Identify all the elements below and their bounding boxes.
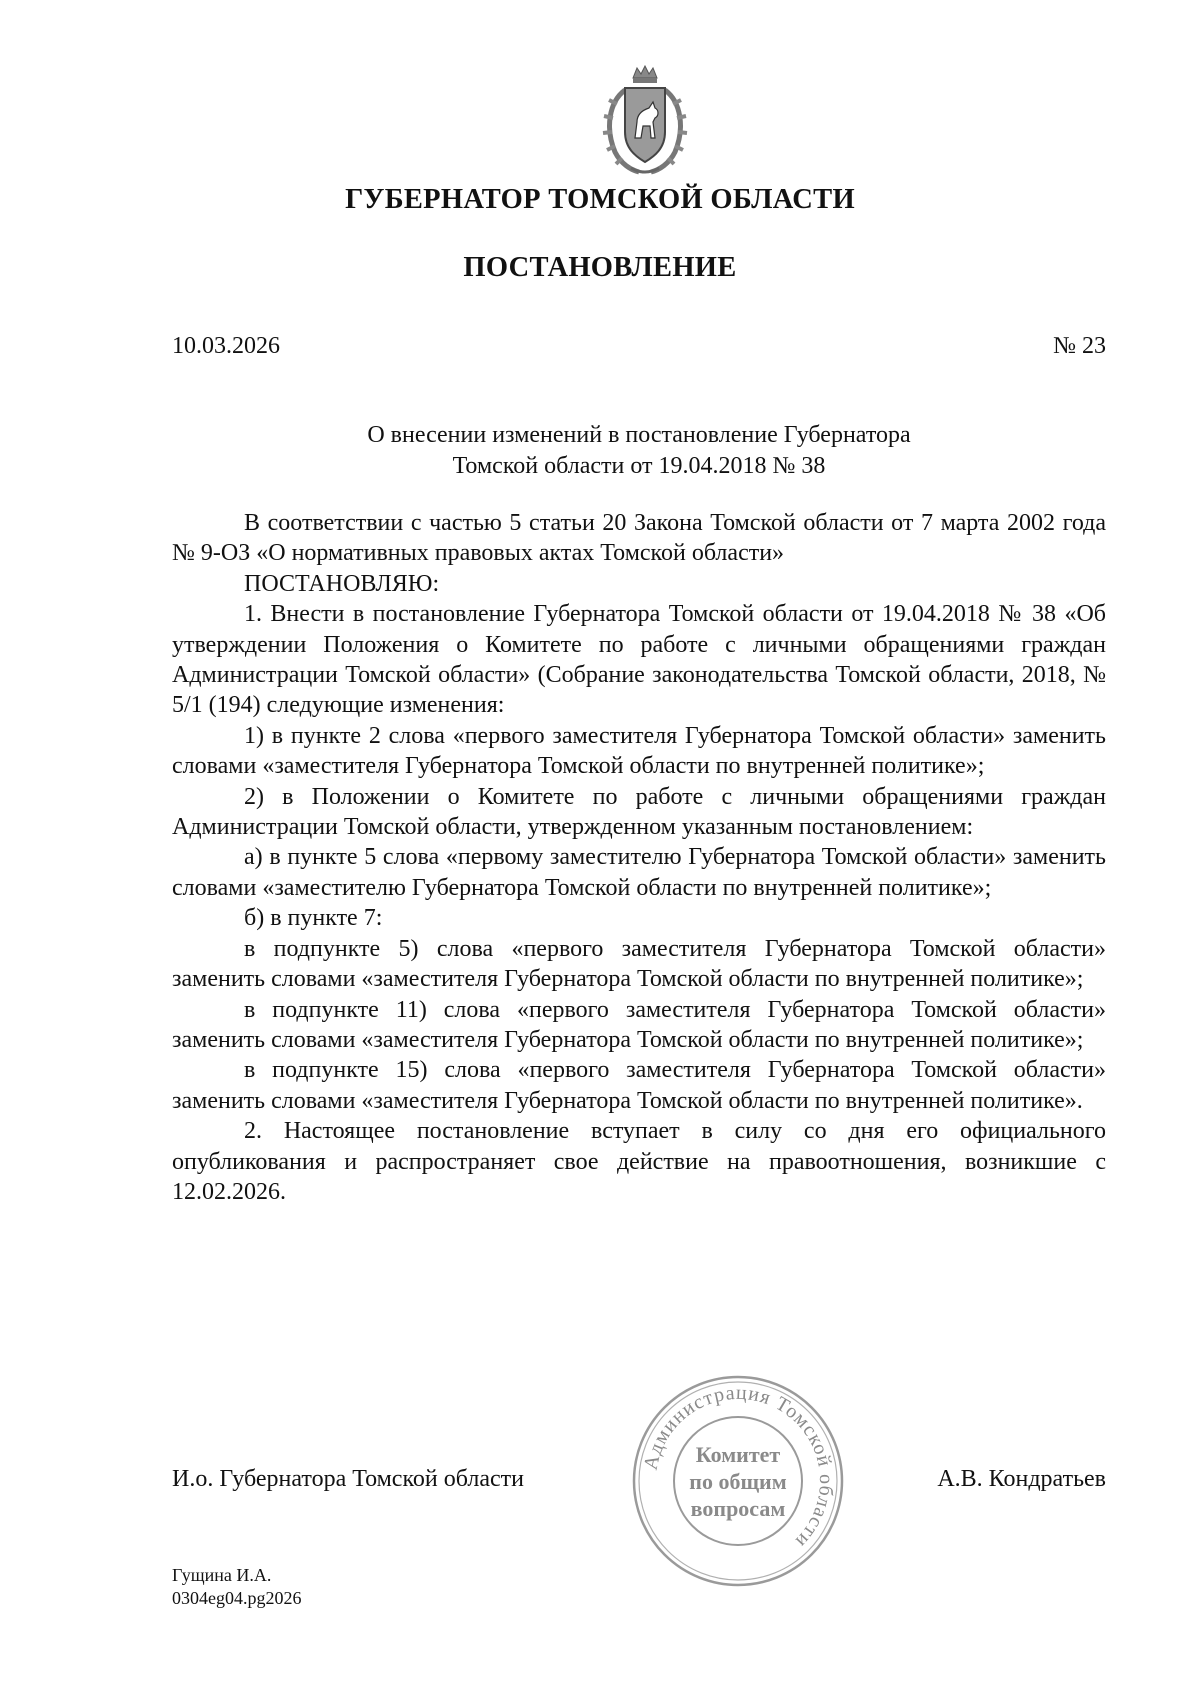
body-paragraph-item-1: 1. Внести в постановление Губернатора Томской области от 19.04.2018 № 38 «Об утверждении Положения о Комитете по работе с личными обращениями граждан Администрации Томской области» (Собрание законодательства Томской области, 2018, № 5/1 (194) следующие изменения:	[172, 601, 1106, 719]
executor-code: 0304eg04.pg2026	[172, 1588, 302, 1608]
document-type: ПОСТАНОВЛЕНИЕ	[463, 252, 737, 283]
document-body	[172, 508, 1106, 1207]
body-paragraph-item-2: 2. Настоящее постановление вступает в силу со дня его официального опубликования и распространяет свое действие на правоотношения, возникшие с 12.02.2026.	[172, 1118, 1106, 1205]
body-paragraph-item-1-2: 2) в Положении о Комитете по работе с личными обращениями граждан Администрации Томской области, утвержденном указанным постановлением:	[172, 783, 1106, 841]
body-paragraph-item-b: б) в пункте 7:	[244, 905, 383, 932]
organization-title: ГУБЕРНАТОР ТОМСКОЙ ОБЛАСТИ	[345, 184, 855, 215]
svg-text:Администрация Томской области	[640, 1382, 837, 1553]
document-subject	[172, 420, 1106, 482]
coat-of-arms-icon	[595, 62, 695, 180]
executor-info	[172, 1564, 302, 1610]
body-paragraph-subitem-11: в подпункте 11) слова «первого заместителя Губернатора Томской области» заменить словами «заместителя Губернатора Томской области по внутренней политике»;	[172, 996, 1106, 1053]
stamp-line-3: вопросам	[690, 1496, 786, 1521]
seal-stamp	[627, 1370, 849, 1592]
body-paragraph-decree: ПОСТАНОВЛЯЮ:	[244, 570, 440, 597]
body-paragraph-preamble: В соответствии с частью 5 статьи 20 Закона Томской области от 7 марта 2002 года № 9-ОЗ «О нормативных правовых актах Томской области»	[172, 510, 1106, 567]
stamp-ring-text: Администрация Томской области	[639, 1381, 838, 1553]
subject-line-2: Томской области от 19.04.2018 № 38	[452, 453, 826, 479]
stamp-line-1: Комитет	[695, 1442, 781, 1467]
stamp-line-2: по общим	[689, 1469, 787, 1494]
body-paragraph-item-a: а) в пункте 5 слова «первому заместителю Губернатора Томской области» заменить словами «заместителю Губернатора Томской области по внутренней политике»;	[172, 844, 1106, 901]
body-paragraph-item-1-1: 1) в пункте 2 слова «первого заместителя Губернатора Томской области» заменить словами «заместителя Губернатора Томской области по внутренней политике»;	[172, 722, 1106, 780]
subject-line-1: О внесении изменений в постановление Губернатора	[367, 422, 911, 448]
document-date: 10.03.2026	[172, 333, 280, 359]
document-number: № 23	[1053, 333, 1106, 359]
executor-name: Гущина И.А.	[172, 1565, 272, 1585]
signatory-name: А.В. Кондратьев	[937, 1466, 1106, 1492]
body-paragraph-subitem-5: в подпункте 5) слова «первого заместителя Губернатора Томской области» заменить словами «заместителя Губернатора Томской области по внутренней политике»;	[172, 935, 1106, 993]
signatory-title: И.о. Губернатора Томской области	[172, 1466, 524, 1492]
body-paragraph-subitem-15: в подпункте 15) слова «первого заместителя Губернатора Томской области» заменить словами «заместителя Губернатора Томской области по внутренней политике».	[172, 1057, 1106, 1114]
